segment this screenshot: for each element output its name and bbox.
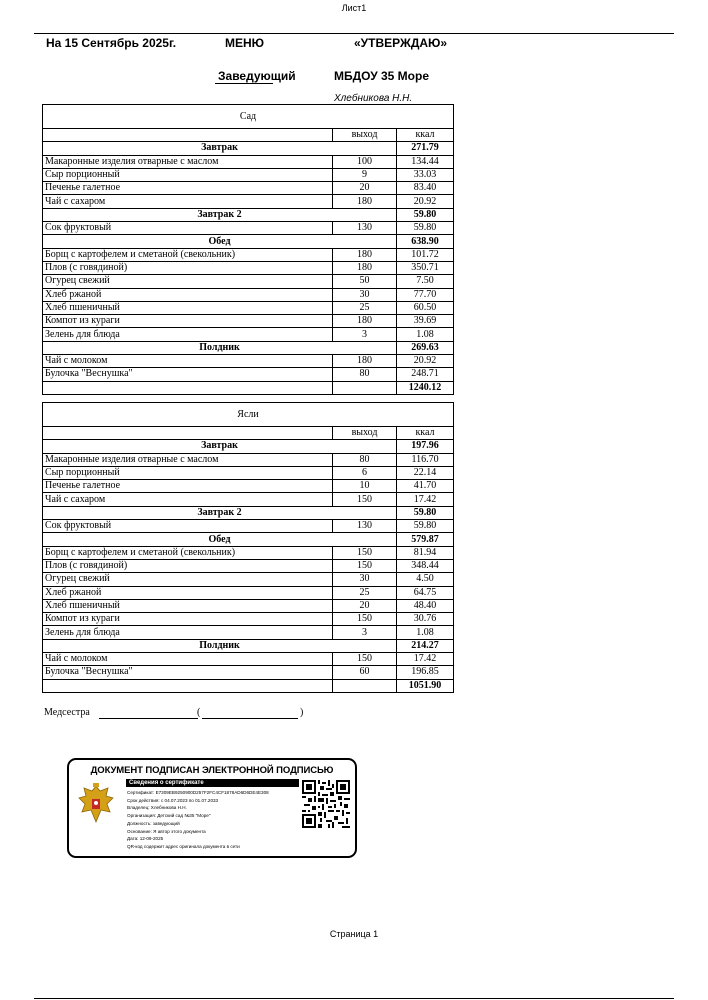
total-row [43, 381, 454, 394]
meal-row [43, 142, 454, 155]
meal-row [43, 639, 454, 652]
page-number: Страница 1 [329, 929, 379, 939]
dish-output: 30 [333, 288, 397, 301]
cert-line: Дата: 12-09-2025 [127, 836, 164, 842]
dish-output: 25 [333, 586, 397, 599]
dish-kcal: 101.72 [397, 248, 454, 261]
dish-name: Хлеб пшеничный [43, 301, 333, 314]
dish-kcal: 30.76 [397, 613, 454, 626]
approve-label: «УТВЕРЖДАЮ» [354, 36, 448, 50]
total-empty [43, 679, 333, 692]
total-empty [43, 381, 333, 394]
meal-name: Обед [43, 533, 397, 546]
nurse-label [44, 707, 304, 718]
dish-row [43, 666, 454, 679]
dish-kcal: 17.42 [397, 493, 454, 506]
dish-name: Чай с сахаром [43, 493, 333, 506]
dish-output: 60 [333, 666, 397, 679]
dish-name: Зелень для блюда [43, 328, 333, 341]
dish-row [43, 493, 454, 506]
header-empty [43, 129, 333, 142]
dish-output: 50 [333, 275, 397, 288]
dish-kcal: 60.50 [397, 301, 454, 314]
dish-row [43, 586, 454, 599]
header-kcal: ккал [397, 129, 454, 142]
dish-kcal: 64.75 [397, 586, 454, 599]
dish-row [43, 182, 454, 195]
total-kcal: 1240.12 [397, 381, 454, 394]
meal-name: Обед [43, 235, 397, 248]
meal-row [43, 506, 454, 519]
nurse-label-text: Медсестра [44, 707, 90, 718]
dish-kcal: 348.44 [397, 559, 454, 572]
paren-close: ) [300, 707, 304, 718]
dish-row [43, 573, 454, 586]
table-header-row [43, 129, 454, 142]
dish-row [43, 626, 454, 639]
dish-kcal: 1.08 [397, 626, 454, 639]
cert-line: Должность: заведующий [127, 820, 180, 826]
dish-name: Булочка "Веснушка" [43, 666, 333, 679]
table-caption-row [43, 403, 454, 427]
meal-name: Завтрак 2 [43, 208, 397, 221]
meal-name: Полдник [43, 639, 397, 652]
dish-name: Сыр порционный [43, 466, 333, 479]
dish-kcal: 20.92 [397, 355, 454, 368]
menu-table-nursery [42, 402, 454, 693]
dish-row [43, 288, 454, 301]
dish-kcal: 77.70 [397, 288, 454, 301]
menu-table-garden [42, 104, 454, 395]
dish-kcal: 83.40 [397, 182, 454, 195]
meal-row [43, 341, 454, 354]
dish-kcal: 7.50 [397, 275, 454, 288]
meal-kcal: 59.80 [397, 506, 454, 519]
menu-title: МЕНЮ [225, 36, 265, 50]
dish-name: Макаронные изделия отварные с маслом [43, 453, 333, 466]
header-output: выход [333, 129, 397, 142]
dish-row [43, 559, 454, 572]
dish-name: Плов (с говядиной) [43, 559, 333, 572]
dish-kcal: 39.69 [397, 315, 454, 328]
dish-name: Компот из кураги [43, 613, 333, 626]
dish-kcal: 134.44 [397, 155, 454, 168]
dish-name: Чай с молоком [43, 355, 333, 368]
dish-output: 180 [333, 195, 397, 208]
dish-output: 25 [333, 301, 397, 314]
meal-kcal: 269.63 [397, 341, 454, 354]
dish-row [43, 355, 454, 368]
dish-kcal: 20.92 [397, 195, 454, 208]
dish-name: Сок фруктовый [43, 520, 333, 533]
dish-row [43, 261, 454, 274]
dish-kcal: 81.94 [397, 546, 454, 559]
dish-output: 80 [333, 368, 397, 381]
meal-kcal: 214.27 [397, 639, 454, 652]
dish-kcal: 350.71 [397, 261, 454, 274]
total-empty [333, 381, 397, 394]
dish-output: 3 [333, 626, 397, 639]
header-kcal: ккал [397, 427, 454, 440]
cert-line: QR-код содержит адрес оригинала документа в сети [127, 843, 240, 849]
dish-row [43, 480, 454, 493]
table-caption-row [43, 105, 454, 129]
e-signature-stamp [67, 758, 357, 858]
meal-kcal: 197.96 [397, 440, 454, 453]
dish-name: Макаронные изделия отварные с маслом [43, 155, 333, 168]
dish-output: 150 [333, 546, 397, 559]
cert-line: Организация: Детский сад №35 "Море" [127, 813, 211, 819]
dish-output: 10 [333, 480, 397, 493]
dish-output: 6 [333, 466, 397, 479]
dish-output: 180 [333, 261, 397, 274]
dish-kcal: 17.42 [397, 653, 454, 666]
dish-row [43, 248, 454, 261]
bottom-rule [34, 998, 674, 999]
dish-row [43, 520, 454, 533]
dish-kcal: 22.14 [397, 466, 454, 479]
dish-name: Сыр порционный [43, 168, 333, 181]
total-row [43, 679, 454, 692]
nurse-name-line [202, 718, 298, 719]
certificate-details [127, 789, 269, 851]
table-header-row [43, 427, 454, 440]
dish-row [43, 315, 454, 328]
dish-name: Огурец свежий [43, 573, 333, 586]
dish-name: Зелень для блюда [43, 626, 333, 639]
dish-output: 180 [333, 248, 397, 261]
certificate-header: Сведения о сертификате [126, 779, 299, 787]
dish-name: Чай с сахаром [43, 195, 333, 208]
meal-row [43, 235, 454, 248]
table-caption: Сад [43, 105, 454, 129]
dish-output: 150 [333, 559, 397, 572]
dish-kcal: 41.70 [397, 480, 454, 493]
dish-output: 180 [333, 355, 397, 368]
dish-output: 100 [333, 155, 397, 168]
dish-name: Плов (с говядиной) [43, 261, 333, 274]
dish-name: Компот из кураги [43, 315, 333, 328]
dish-kcal: 248.71 [397, 368, 454, 381]
dish-name: Чай с молоком [43, 653, 333, 666]
dish-output: 150 [333, 613, 397, 626]
table-caption: Ясли [43, 403, 454, 427]
meal-name: Завтрак 2 [43, 506, 397, 519]
dish-output: 3 [333, 328, 397, 341]
dish-name: Огурец свежий [43, 275, 333, 288]
dish-row [43, 599, 454, 612]
signer-name: Хлебникова Н.Н. [334, 93, 413, 104]
dish-row [43, 613, 454, 626]
dish-name: Борщ с картофелем и сметаной (свекольник) [43, 546, 333, 559]
meal-kcal: 271.79 [397, 142, 454, 155]
dish-row [43, 275, 454, 288]
dish-output: 150 [333, 493, 397, 506]
cert-line: Срок действия: с 04.07.2023 по 01.07.2033 [127, 797, 219, 803]
sheet-name: Лист1 [341, 3, 367, 13]
dish-row [43, 301, 454, 314]
dish-row [43, 453, 454, 466]
dish-output: 30 [333, 573, 397, 586]
paren-open: ( [197, 707, 201, 718]
dish-row [43, 168, 454, 181]
dish-row [43, 466, 454, 479]
dish-name: Хлеб ржаной [43, 288, 333, 301]
dish-kcal: 116.70 [397, 453, 454, 466]
meal-row [43, 533, 454, 546]
dish-row [43, 195, 454, 208]
cert-line: Сертификат: E7309EB9250900D257F2FC4CF1878AD6D6DE4E308 [127, 790, 269, 795]
dish-output: 130 [333, 520, 397, 533]
position-label: Заведующий [218, 69, 296, 83]
dish-output: 130 [333, 222, 397, 235]
qr-code-icon [302, 780, 350, 828]
dish-name: Печенье галетное [43, 182, 333, 195]
dish-output: 20 [333, 599, 397, 612]
meal-name: Полдник [43, 341, 397, 354]
dish-row [43, 155, 454, 168]
total-empty [333, 679, 397, 692]
stamp-title: ДОКУМЕНТ ПОДПИСАН ЭЛЕКТРОННОЙ ПОДПИСЬЮ [90, 765, 334, 776]
nurse-signature-line [99, 718, 198, 719]
dish-output: 9 [333, 168, 397, 181]
dish-kcal: 1.08 [397, 328, 454, 341]
meal-row [43, 208, 454, 221]
dish-output: 150 [333, 653, 397, 666]
dish-name: Булочка "Веснушка" [43, 368, 333, 381]
cert-line: Основание: Я автор этого документа [127, 828, 206, 834]
dish-kcal: 59.80 [397, 520, 454, 533]
dish-row [43, 653, 454, 666]
coat-of-arms-icon [77, 782, 115, 826]
meal-kcal: 579.87 [397, 533, 454, 546]
dish-name: Печенье галетное [43, 480, 333, 493]
top-rule [34, 33, 674, 34]
menu-date: На 15 Сентябрь 2025г. [46, 36, 177, 50]
dish-kcal: 4.50 [397, 573, 454, 586]
dish-kcal: 59.80 [397, 222, 454, 235]
header-empty [43, 427, 333, 440]
dish-output: 80 [333, 453, 397, 466]
meal-kcal: 59.80 [397, 208, 454, 221]
meal-kcal: 638.90 [397, 235, 454, 248]
dish-name: Борщ с картофелем и сметаной (свекольник) [43, 248, 333, 261]
organization-name: МБДОУ 35 Море [334, 69, 430, 83]
total-kcal: 1051.90 [397, 679, 454, 692]
meal-row [43, 440, 454, 453]
dish-name: Хлеб ржаной [43, 586, 333, 599]
dish-row [43, 222, 454, 235]
dish-row [43, 328, 454, 341]
meal-name: Завтрак [43, 142, 397, 155]
dish-name: Сок фруктовый [43, 222, 333, 235]
dish-output: 20 [333, 182, 397, 195]
dish-kcal: 33.03 [397, 168, 454, 181]
dish-row [43, 368, 454, 381]
header-output: выход [333, 427, 397, 440]
meal-name: Завтрак [43, 440, 397, 453]
dish-row [43, 546, 454, 559]
dish-name: Хлеб пшеничный [43, 599, 333, 612]
cert-line: Владелец: Хлебникова Н.Н. [127, 805, 187, 811]
position-underline [215, 83, 273, 84]
dish-output: 180 [333, 315, 397, 328]
dish-kcal: 196.85 [397, 666, 454, 679]
dish-kcal: 48.40 [397, 599, 454, 612]
